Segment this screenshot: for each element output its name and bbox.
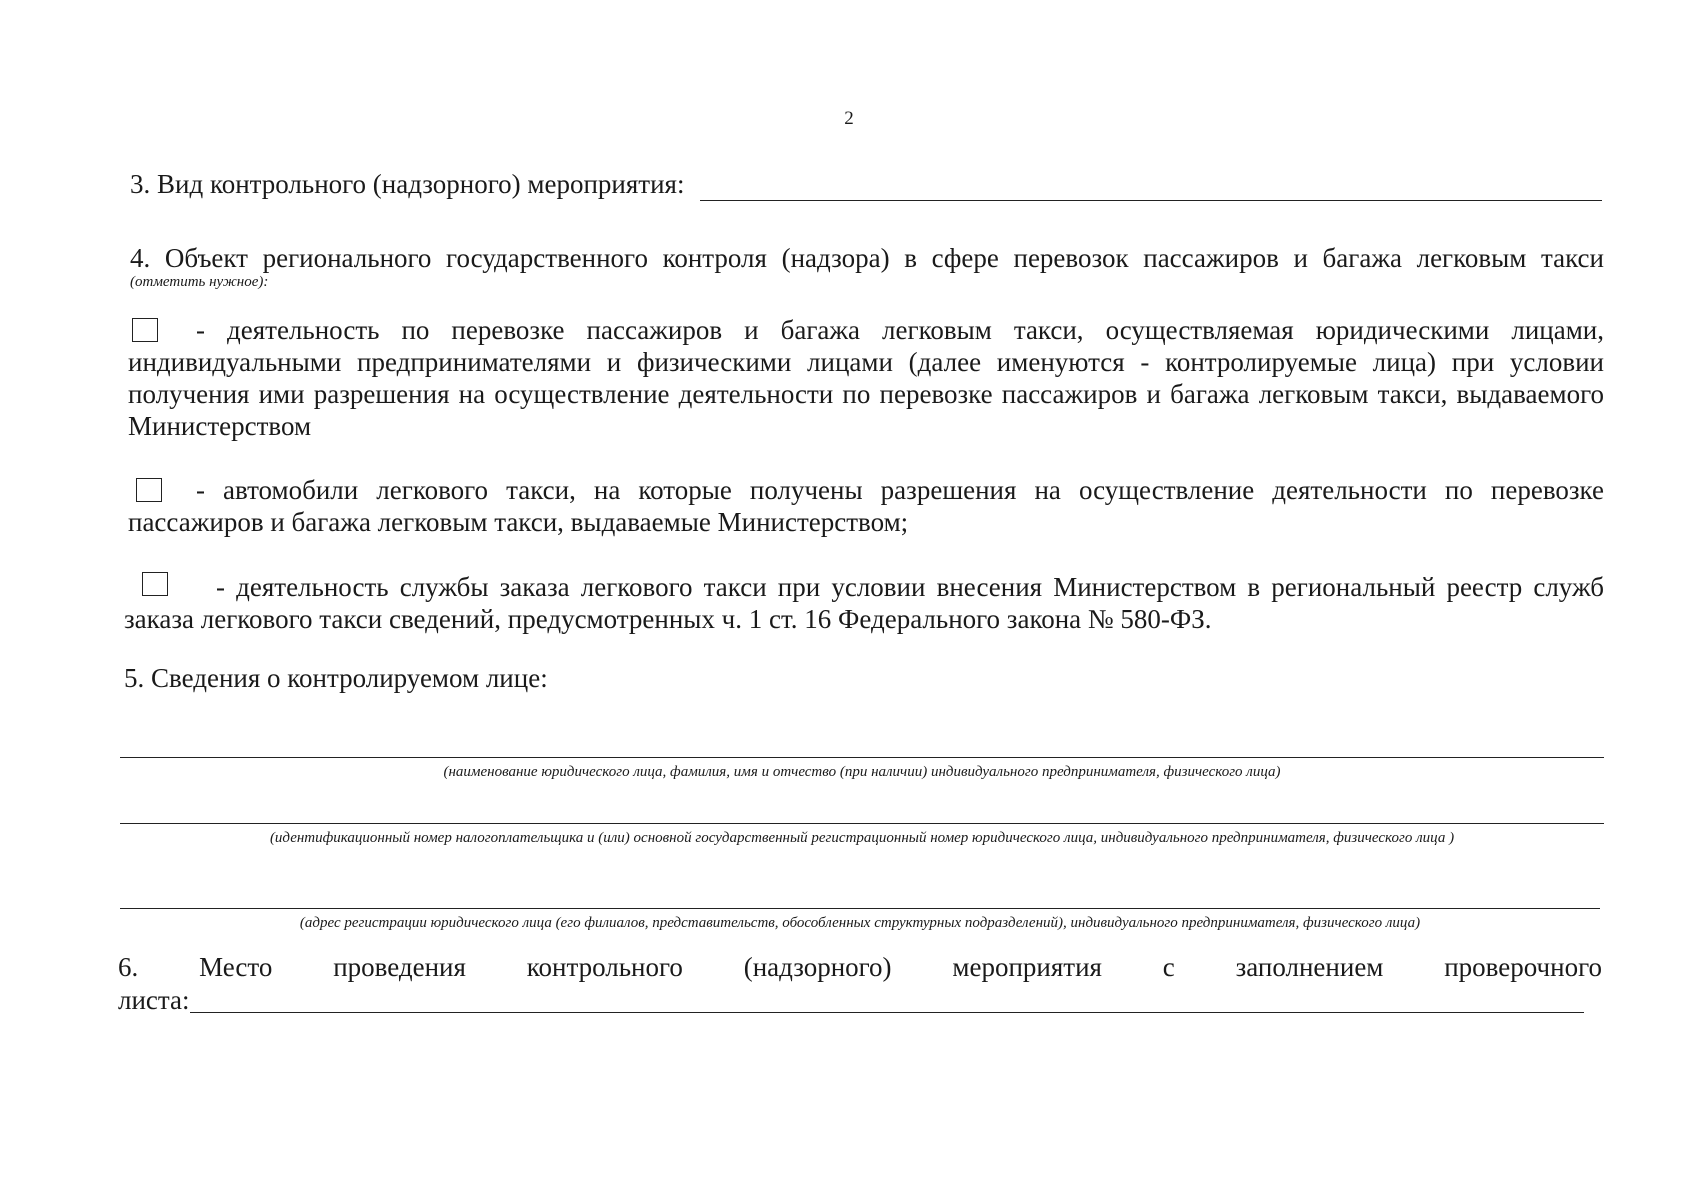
s6-word: проверочного — [1444, 952, 1602, 982]
option-3-first-line: - деятельность службы заказа легкового такси при условии внесения Министерством в региональный реестр служб — [216, 572, 1604, 602]
option-2-first-line: - автомобили легкового такси, на которые получены разрешения на осуществление деятельности по перевозке — [196, 475, 1604, 505]
controlled-person-name-line[interactable] — [120, 757, 1604, 758]
section-6-line-1 — [118, 952, 1602, 983]
address-line[interactable] — [120, 908, 1600, 909]
s6-word: контрольного — [526, 952, 683, 982]
s6-word: 6. — [118, 952, 139, 982]
option-1-text: индивидуальными предпринимателями и физическими лицами (далее именуются - контролируемые лица) при условии получения ими разрешения на осуществление деятельности по перевозке пассажиров и багажа легковым такси, выдаваемого Министерством — [128, 347, 1604, 441]
checkbox-option-1[interactable] — [132, 318, 158, 342]
option-1-first-line: - деятельность по перевозке пассажиров и багажа легковым такси, осуществляемая юридическими лицами, — [196, 315, 1604, 345]
caption-name: (наименование юридического лица, фамилия, имя и отчество (при наличии) индивидуального предпринимателя, физического лица) — [443, 764, 1281, 780]
option-2-text: пассажиров и багажа легковым такси, выдаваемые Министерством; — [128, 507, 909, 537]
s6-word: проведения — [333, 952, 466, 982]
section-3-input-line[interactable] — [700, 200, 1602, 201]
section-4-note: (отметить нужное): — [130, 274, 269, 290]
s6-word: Место — [199, 952, 273, 982]
page-number: 2 — [844, 108, 854, 129]
s6-word: с — [1162, 952, 1175, 982]
section-6-label: листа: — [118, 985, 190, 1015]
checkbox-option-3[interactable] — [142, 572, 168, 596]
s6-word: мероприятия — [952, 952, 1102, 982]
section-6-input-line[interactable] — [190, 1012, 1584, 1013]
inn-ogrn-line[interactable] — [120, 823, 1604, 824]
section-4-title: 4. Объект регионального государственного контроля (надзора) в сфере перевозок пассажиров и багажа легковым такси — [130, 243, 1604, 273]
s6-word: заполнением — [1235, 952, 1384, 982]
option-3-text: заказа легкового такси сведений, предусмотренных ч. 1 ст. 16 Федерального закона № 580-ФЗ. — [124, 604, 1212, 634]
section-3-label: 3. Вид контрольного (надзорного) мероприятия: — [130, 169, 685, 199]
s6-word: (надзорного) — [743, 952, 892, 982]
caption-address: (адрес регистрации юридического лица (его филиалов, представительств, обособленных структурных подразделений), индивидуального предпринимателя, физического лица) — [299, 915, 1421, 931]
caption-inn: (идентификационный номер налогоплательщика и (или) основной государственный регистрационный номер юридического лица, индивидуального предпринимателя, физического лица ) — [269, 830, 1455, 846]
checkbox-option-2[interactable] — [136, 478, 162, 502]
section-5-label: 5. Сведения о контролируемом лице: — [124, 663, 548, 693]
